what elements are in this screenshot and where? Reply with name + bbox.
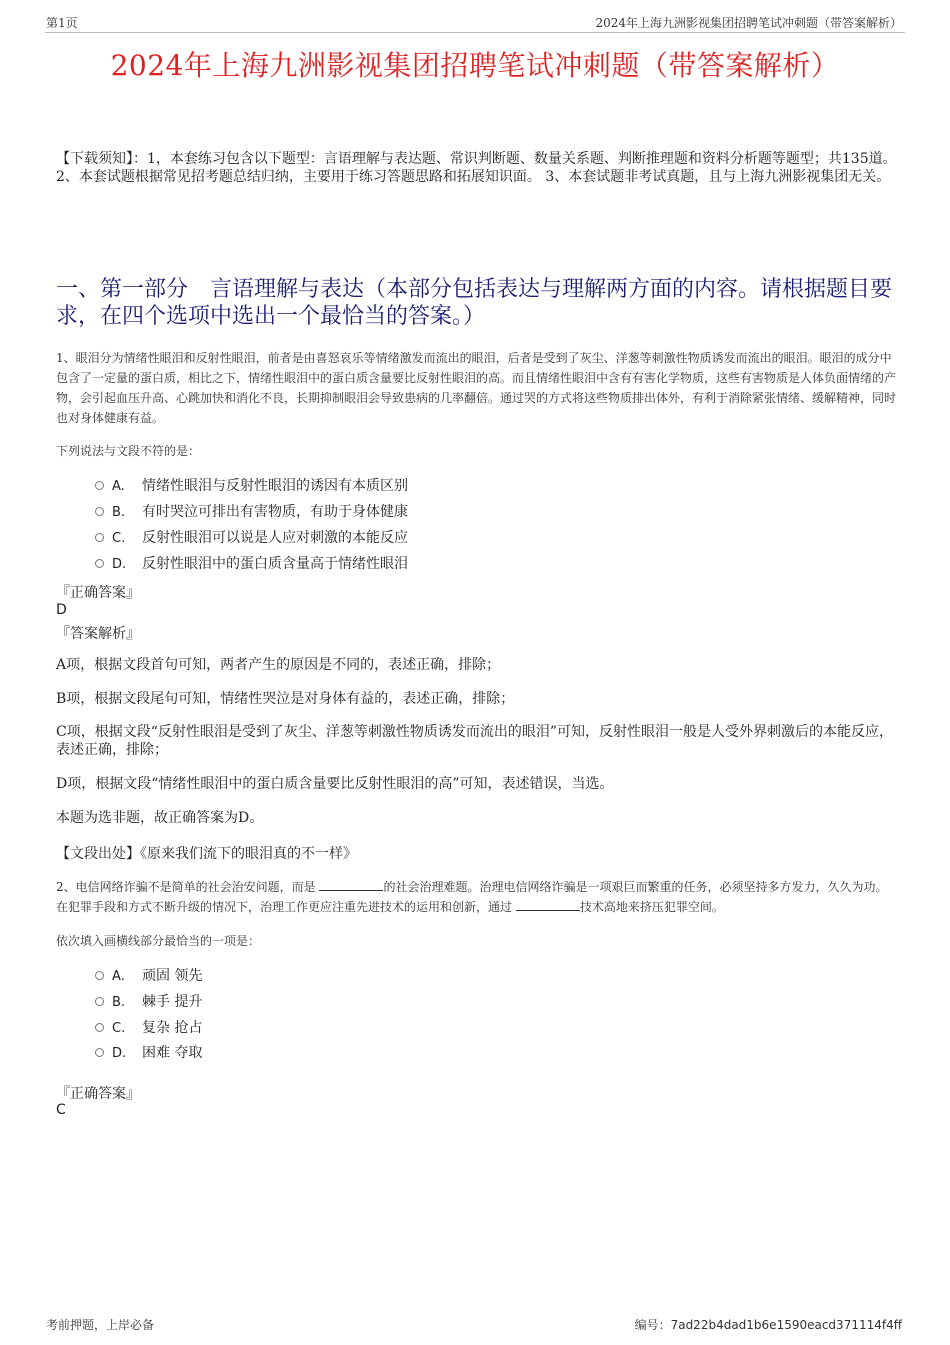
q1-prompt: 下列说法与文段不符的是：: [56, 444, 201, 458]
q2-option-d[interactable]: D. 困难 夺取: [95, 1043, 202, 1063]
q1-answer: D: [56, 602, 67, 618]
q1-passage: 1、眼泪分为情绪性眼泪和反射性眼泪，前者是由喜怒哀乐等情绪激发而流出的眼泪，后者是受到了灰尘、洋葱等刺激性物质诱发而流出的眼泪。眼泪的成分中包含了一定量的蛋白质，相比之下，情绪性眼泪中的蛋白质含量要比反射性眼泪的高。而且情绪性眼泪中含有有害化学物质，这些有害物质是人体负面情绪的产物，会引起血压升高、心跳加快和消化不良，长期抑制眼泪会导致患病的几率翻倍。通过哭的方式将这些物质排出体外，有利于消除紧张情绪、缓解精神，同时也对身体健康有益。: [56, 351, 897, 425]
download-notice: 【下载须知】：1，本套练习包含以下题型：言语理解与表达题、常识判断题、数量关系题、判断推理题和资料分析题等题型；共135道。 2、本套试题根据常见招考题总结归纳，主要用于练习答题思路和拓展知识面。 3、本套试题非考试真题，且与上海九洲影视集团无关。: [56, 151, 897, 185]
q2-answer-label: 『正确答案』: [56, 1086, 140, 1102]
page-number: 第1页: [46, 16, 78, 30]
q1-option-b[interactable]: B. 有时哭泣可排出有害物质，有助于身体健康: [95, 502, 408, 522]
q1-analysis-label: 『答案解析』: [56, 626, 140, 642]
radio-icon[interactable]: [95, 559, 104, 568]
q1-explanation-d: D项，根据文段“情绪性眼泪中的蛋白质含量要比反射性眼泪的高”可知，表述错误，当选。: [56, 776, 614, 792]
q1-option-a[interactable]: A. 情绪性眼泪与反射性眼泪的诱因有本质区别: [95, 476, 408, 496]
header-doc-title: 2024年上海九洲影视集团招聘笔试冲刺题（带答案解析）: [595, 16, 902, 30]
page-title: 2024年上海九洲影视集团招聘笔试冲刺题（带答案解析）: [110, 49, 840, 82]
q1-option-d[interactable]: D. 反射性眼泪中的蛋白质含量高于情绪性眼泪: [95, 554, 408, 574]
q2-prompt: 依次填入画横线部分最恰当的一项是：: [56, 934, 261, 948]
q1-source: 【文段出处】《原来我们流下的眼泪真的不一样》: [56, 846, 357, 862]
q2-option-c[interactable]: C. 复杂 抢占: [95, 1018, 202, 1038]
q2-option-b[interactable]: B. 棘手 提升: [95, 992, 202, 1012]
fill-blank-1: [319, 878, 383, 891]
q1-explanation-a: A项，根据文段首句可知，两者产生的原因是不同的，表述正确，排除；: [56, 657, 501, 673]
q1-explanation-b: B项，根据文段尾句可知，情绪性哭泣是对身体有益的，表述正确，排除；: [56, 691, 515, 707]
q1-explanation-c: C项，根据文段“反射性眼泪是受到了灰尘、洋葱等刺激性物质诱发而流出的眼泪”可知，反射性眼泪一般是人受外界刺激后的本能反应，表述正确，排除；: [56, 724, 894, 758]
radio-icon[interactable]: [95, 507, 104, 516]
radio-icon[interactable]: [95, 481, 104, 490]
radio-icon[interactable]: [95, 971, 104, 980]
footer-code: 编号：7ad22b4dad1b6e1590eacd371114f4ff: [634, 1318, 902, 1332]
radio-icon[interactable]: [95, 1023, 104, 1032]
header-divider: [45, 32, 905, 33]
radio-icon[interactable]: [95, 997, 104, 1006]
q2-option-a[interactable]: A. 顽固 领先: [95, 966, 202, 986]
q2-answer: C: [56, 1102, 66, 1118]
footer-slogan: 考前押题，上岸必备: [46, 1318, 155, 1332]
section-heading: 一、第一部分 言语理解与表达（本部分包括表达与理解两方面的内容。请根据题目要求，在四个选项中选出一个最恰当的答案。）: [56, 277, 893, 329]
q1-conclusion: 本题为选非题，故正确答案为D。: [56, 810, 264, 826]
q1-answer-label: 『正确答案』: [56, 585, 140, 601]
q1-option-c[interactable]: C. 反射性眼泪可以说是人应对刺激的本能反应: [95, 528, 408, 548]
radio-icon[interactable]: [95, 1048, 104, 1057]
fill-blank-2: [516, 898, 580, 911]
radio-icon[interactable]: [95, 533, 104, 542]
q2-passage: 2、电信网络诈骗不是简单的社会治安问题，而是 的社会治理难题。治理电信网络诈骗是一项艰巨而繁重的任务，必须坚持多方发力，久久为功。在犯罪手段和方式不断升级的情况下，治理工作更应注重先进技术的运用和创新，通过 技术高地来挤压犯罪空间。: [56, 880, 888, 914]
